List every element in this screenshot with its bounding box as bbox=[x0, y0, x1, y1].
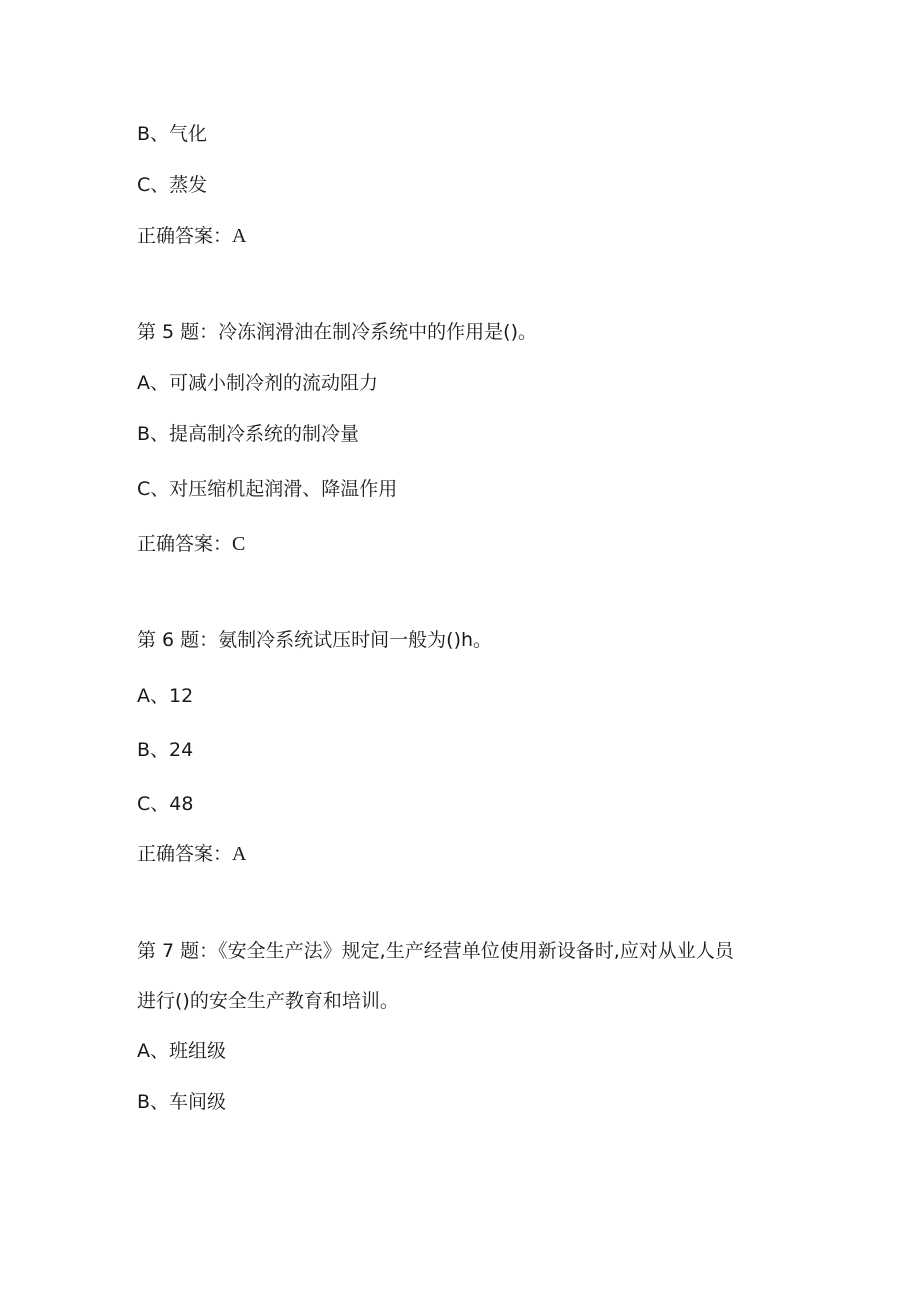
question-5-text: 冷冻润滑油在制冷系统中的作用是()。 bbox=[218, 321, 537, 343]
answer-label: 正确答案： bbox=[137, 225, 233, 247]
question-6-stem bbox=[137, 628, 492, 652]
answer-line bbox=[137, 224, 246, 248]
answer-value: C bbox=[232, 533, 246, 555]
question-6-option-b: B、24 bbox=[137, 739, 194, 761]
question-5-option-b: B、提高制冷系统的制冷量 bbox=[137, 423, 360, 445]
question-6-option-a: A、12 bbox=[137, 685, 194, 707]
question-7-stem-line-2: 进行()的安全生产教育和培训。 bbox=[137, 990, 399, 1012]
question-7-label: 第 7 题： bbox=[137, 940, 219, 962]
option-b: B、气化 bbox=[137, 123, 208, 145]
option-c: C、蒸发 bbox=[137, 174, 208, 196]
answer-value: A bbox=[232, 843, 247, 865]
question-6-text: 氨制冷系统试压时间一般为()h。 bbox=[218, 629, 493, 651]
answer-value: A bbox=[232, 225, 247, 247]
question-6-option-c: C、48 bbox=[137, 793, 194, 815]
question-6-answer bbox=[137, 842, 246, 866]
question-6-label: 第 6 题： bbox=[137, 629, 219, 651]
question-5-answer bbox=[137, 532, 245, 556]
question-5-option-c: C、对压缩机起润滑、降温作用 bbox=[137, 478, 398, 500]
question-7-option-a: A、班组级 bbox=[137, 1040, 226, 1062]
question-7-text: 《安全生产法》规定,生产经营单位使用新设备时,应对从业人员 bbox=[218, 940, 734, 962]
answer-label: 正确答案： bbox=[137, 843, 233, 865]
question-5-stem bbox=[137, 320, 537, 344]
question-5-label: 第 5 题： bbox=[137, 321, 219, 343]
answer-label: 正确答案： bbox=[137, 533, 233, 555]
question-7-stem-line-1 bbox=[137, 939, 734, 963]
question-7-option-b: B、车间级 bbox=[137, 1091, 227, 1113]
question-5-option-a: A、可减小制冷剂的流动阻力 bbox=[137, 372, 378, 394]
